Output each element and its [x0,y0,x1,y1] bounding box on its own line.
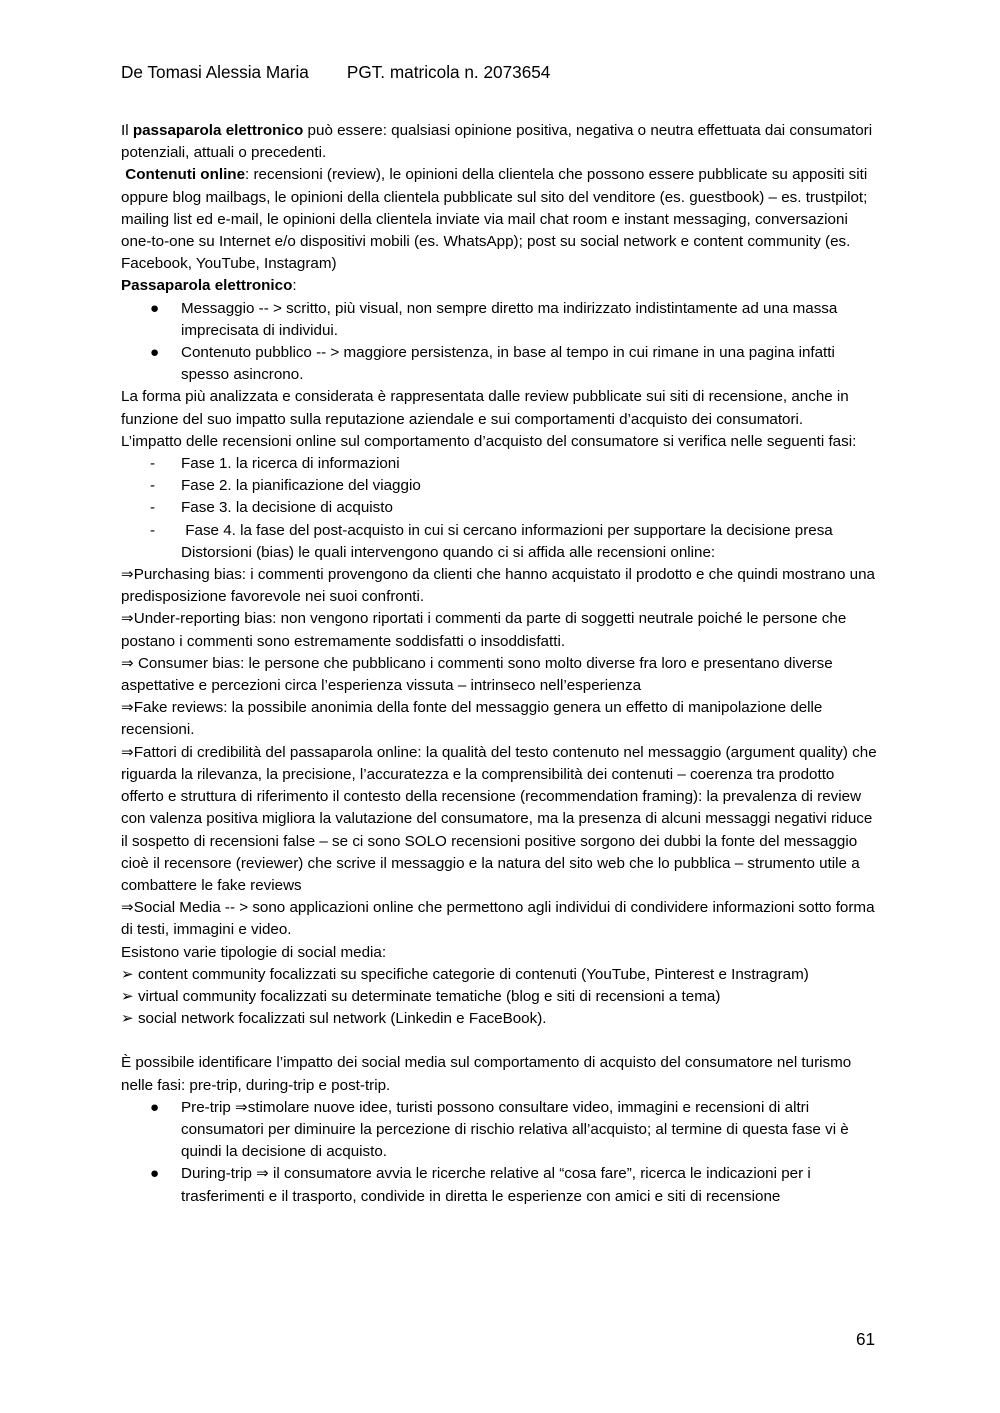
list-item-text: During-trip ⇒ il consumatore avvia le ricerche relative al “cosa fare”, ricerca le indicazioni per i trasferimenti e il trasporto, condivide in diretta le esperienze con amici e siti di recensione [181,1165,811,1205]
list-item-text: Fase 1. la ricerca di informazioni [181,455,400,473]
bias-paragraph: ⇒Fattori di credibilità del passaparola online: la qualità del testo contenuto nel messaggio (argument quality) che riguarda la rilevanza, la precisione, l’accuratezza e la comprensibilità dei contenuti – coerenza tra prodotto offerto e struttura di riferimento il contesto della recensione (recommendation framing): la prevalenza di review con valenza positiva migliora la valutazione del consumatore, ma la presenza di alcuni messaggi negativi riduce il sospetto di recensioni false – se ci sono SOLO recensioni positive sorgono dei dubbi la fonte del messaggio cioè il recensore (reviewer) che scrive il messaggio e la natura del sito web che lo pubblica – strumento utile a combattere le fake reviews [121,743,877,894]
tipologia-item: ➢ social network focalizzati sul network (Linkedin e FaceBook). [121,1010,547,1028]
dash-marker: - [150,499,156,517]
tipologie-intro: Esistono varie tipologie di social media: [121,943,387,961]
forma-paragraph: La forma più analizzata e considerata è rappresentata dalle review pubblicate sui siti di recensione, anche in funzione del suo impatto sulla reputazione aziendale e sui comportamenti d’acquisto dei consumatori. [121,388,849,428]
bias-paragraph: ⇒Social Media -- > sono applicazioni online che permettono agli individui di condividere informazioni sotto forma di testi, immagini e video. [121,899,875,939]
paragraph-gap [121,1030,881,1052]
matricola-number: PGT. matricola n. 2073654 [346,62,551,82]
bullet-marker: ● [150,1165,160,1183]
list-item-text: Contenuto pubblico -- > maggiore persistenza, in base al tempo in cui rimane in una pagina infatti spesso asincrono. [181,344,835,384]
list-item-text: Pre-trip ⇒stimolare nuove idee, turisti possono consultare video, immagini e recensioni di altri consumatori per diminuire la percezione di rischio relativa all’acquisto; al termine di questa fase vi è quindi la decisione di acquisto. [181,1098,849,1161]
passaparola-heading-bold: Passaparola elettronico [121,277,293,295]
bias-paragraph: ⇒ Consumer bias: le persone che pubblicano i commenti sono molto diverse fra loro e presentano diverse aspettative e percezioni circa l’esperienza vissuta – intrinseco nell’esperienza [121,654,833,695]
tipologia-item: ➢ virtual community focalizzati su determinate tematiche (blog e siti di recensioni a tema) [121,987,721,1005]
dash-marker: - [150,455,156,473]
list-item [121,1097,881,1164]
identificare-paragraph: È possibile identificare l’impatto dei social media sul comportamento di acquisto del consumatore nel turismo nelle fasi: pre-trip, during-trip e post-trip. [121,1054,852,1094]
contenuti-paragraph [121,164,881,275]
list-item [121,1163,881,1207]
list-item [121,342,881,386]
list-item [121,520,881,564]
list-item [121,453,881,475]
impatto-paragraph: L’impatto delle recensioni online sul comportamento d’acquisto del consumatore si verifica nelle seguenti fasi: [121,432,857,450]
list-item-text: Messaggio -- > scritto, più visual, non sempre diretto ma indirizzato indistintamente ad una massa imprecisata di individui. [181,299,838,339]
bias-paragraph: ⇒Fake reviews: la possibile anonimia della fonte del messaggio genera un effetto di manipolazione delle recensioni. [121,699,823,739]
intro-post: può essere: qualsiasi opinione positiva, negativa o neutra effettuata dai consumatori potenziali, attuali o precedenti. [121,122,873,162]
intro-pre: Il [121,122,133,139]
dash-marker: - [150,521,156,539]
intro-bold: passaparola elettronico [132,122,304,139]
page-number: 61 [856,1329,876,1349]
list-item [121,475,881,497]
list-item-text: Fase 4. la fase del post-acquisto in cui si cercano informazioni per supportare la decisione presa Distorsioni (bias) le quali intervengono quando ci si affida alle recensioni online: [181,521,837,561]
contenuti-post: : recensioni (review), le opinioni della clientela che possono essere pubblicate su appositi siti oppure blog mailbags, le opinioni della clientela pubblicate sul sito del venditore (es. guestbook) – es. trustpilot; mailing list ed e-mail, le opinioni della clientela inviate via mail chat room e instant messaging, conversazioni one-to-one su Internet e/o dispositivi mobili (es. WhatsApp); post su social network e content community (es. Facebook, YouTube, Instagram) [121,166,868,273]
list-item [121,298,881,342]
trip-list [121,1097,881,1208]
fasi-list [121,453,881,564]
bias-paragraph: ⇒Under-reporting bias: non vengono riportati i commenti da parte di soggetti neutrale poiché le persone che postano i commenti sono estremamente soddisfatti o insoddisfatti. [121,610,847,650]
page-header [121,60,550,84]
passaparola-heading-post: : [292,277,297,295]
tipologia-item: ➢ content community focalizzati su specifiche categorie di contenuti (YouTube, Pinterest e Instragram) [121,965,809,983]
bullet-marker: ● [150,299,160,317]
dash-marker: - [150,477,156,495]
bullet-marker: ● [150,344,160,362]
intro-paragraph [121,120,881,164]
page-body [121,120,881,1208]
contenuti-bold: Contenuti online [125,166,246,184]
passaparola-list [121,298,881,387]
bias-paragraph: ⇒Purchasing bias: i commenti provengono da clienti che hanno acquistato il prodotto e che quindi mostrano una predisposizione favorevole nei suoi confronti. [121,566,875,606]
list-item-text: Fase 2. la pianificazione del viaggio [181,477,421,495]
author-name: De Tomasi Alessia Maria [121,62,309,82]
passaparola-heading [121,275,881,297]
list-item [121,497,881,519]
bullet-marker: ● [150,1098,160,1116]
list-item-text: Fase 3. la decisione di acquisto [181,499,393,517]
